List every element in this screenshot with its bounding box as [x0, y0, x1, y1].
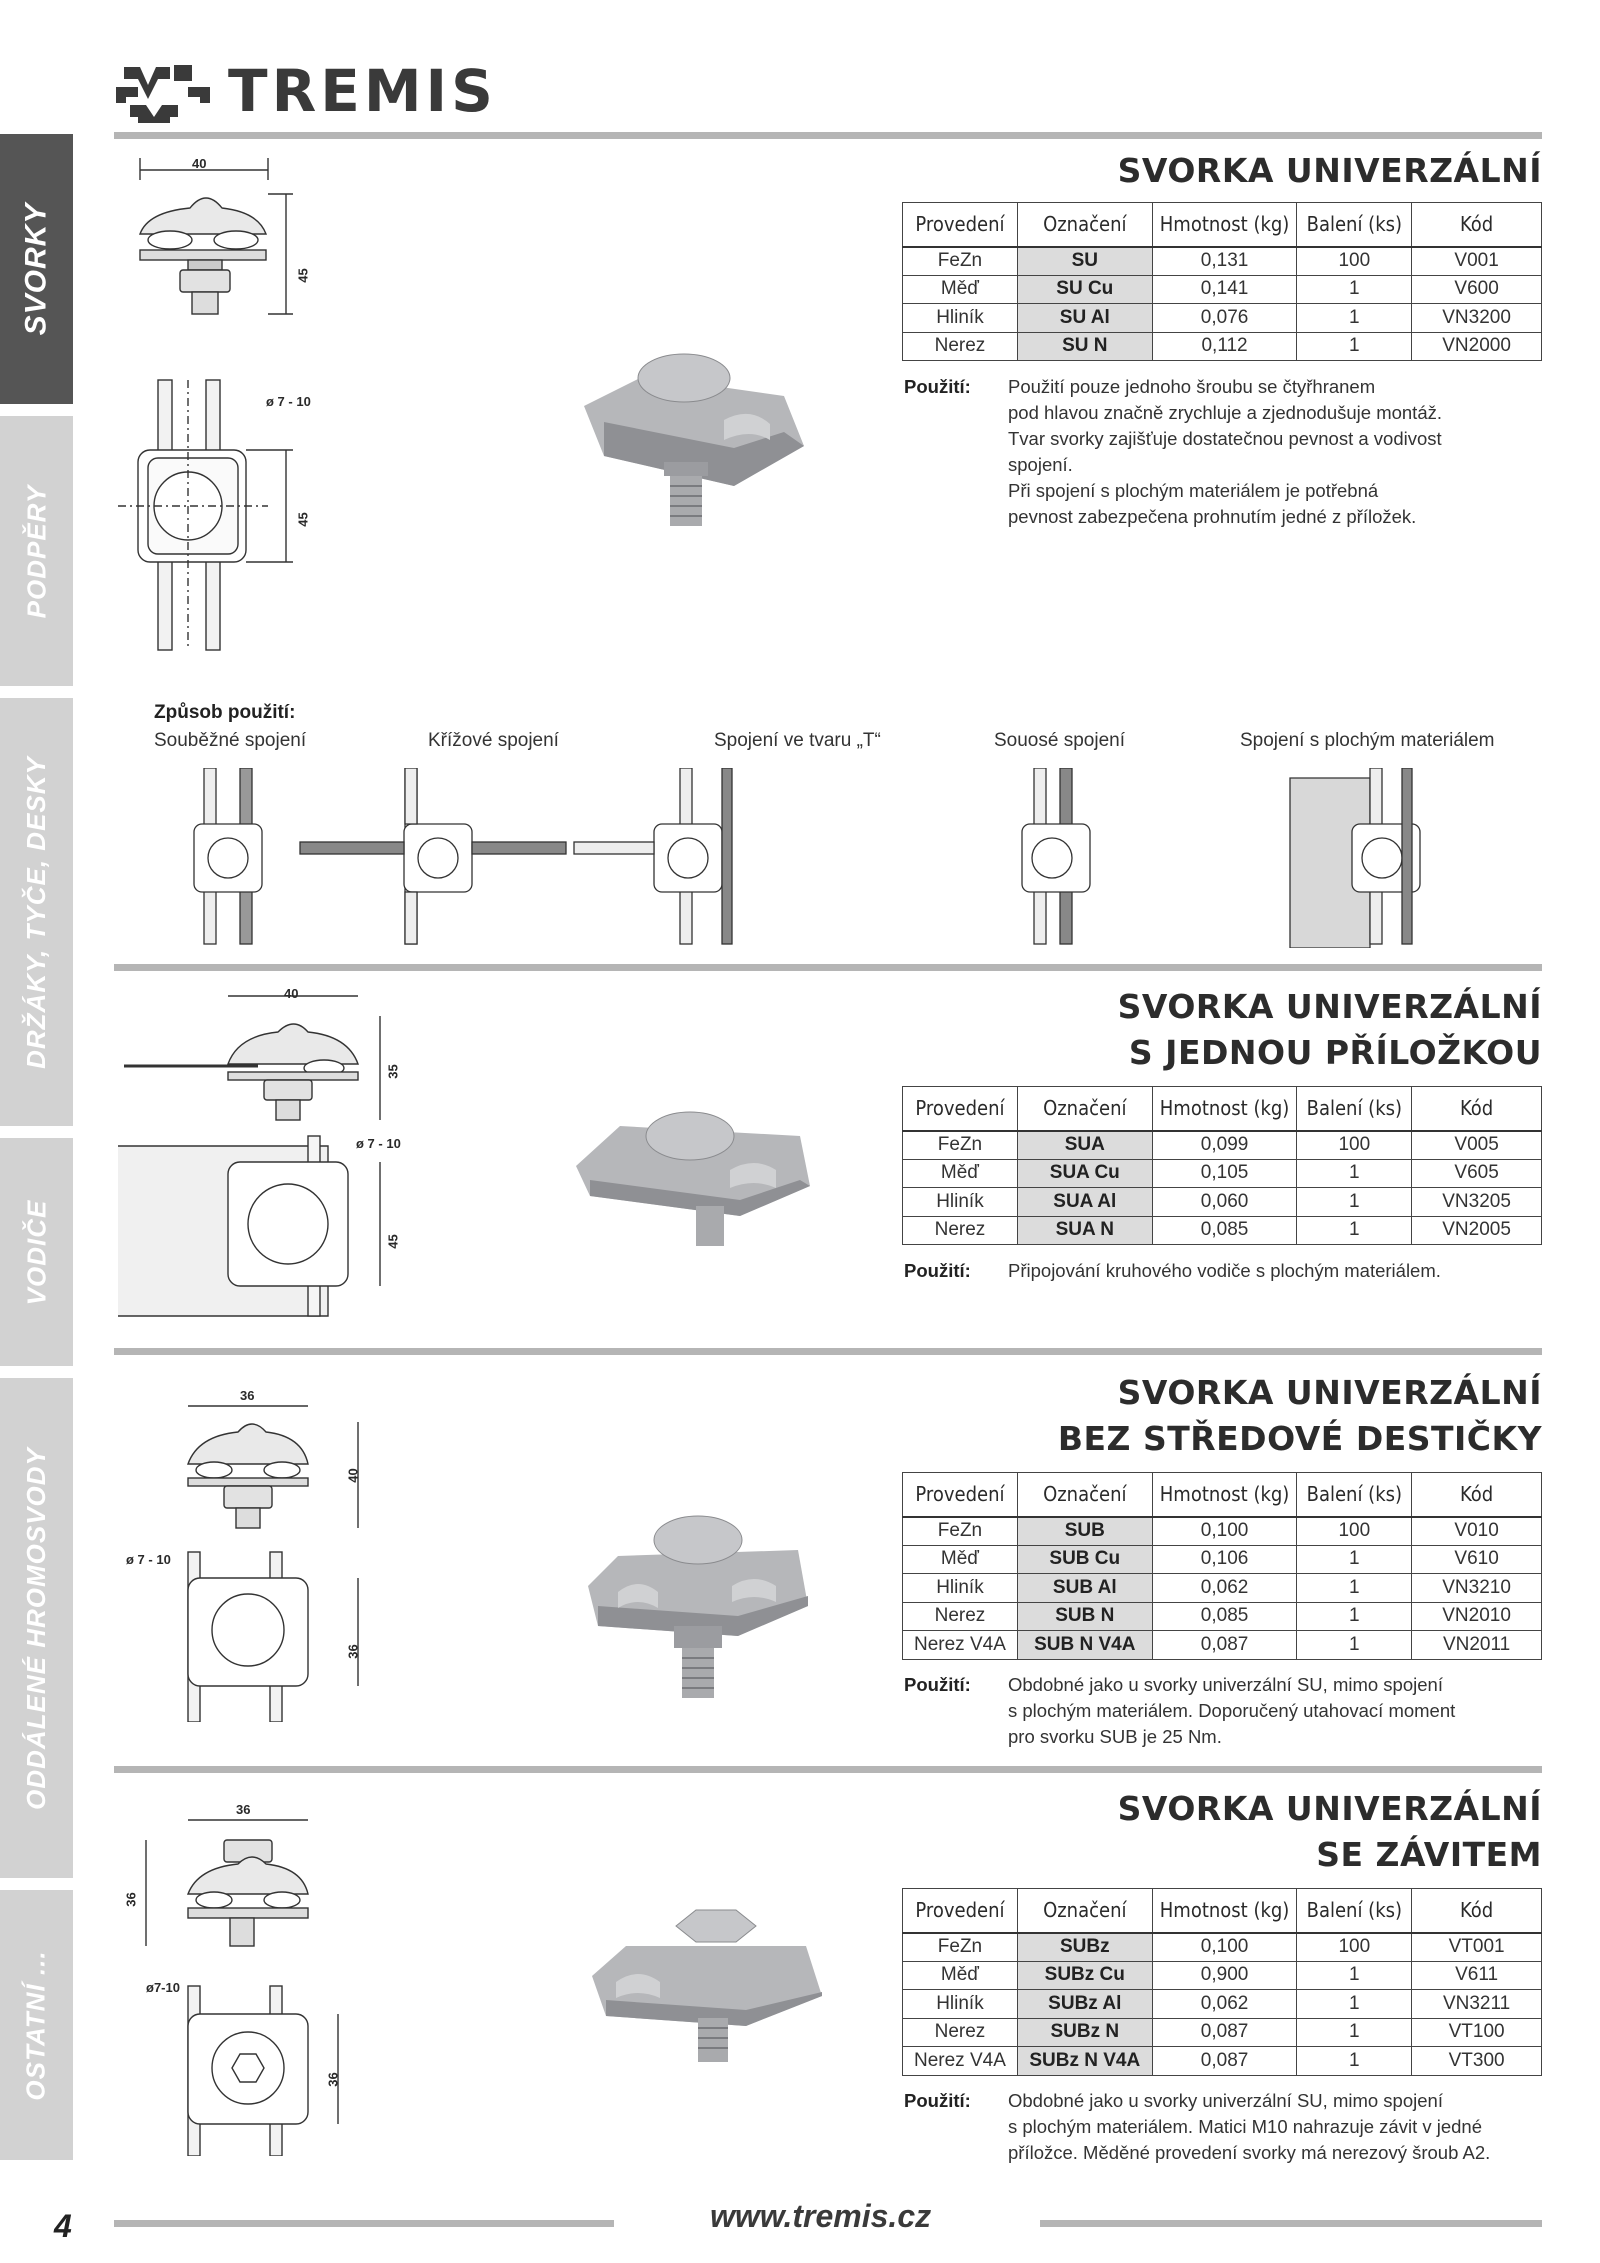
cell-hmotnost: 0,076	[1152, 304, 1297, 333]
cell-baleni: 1	[1297, 1602, 1412, 1631]
table-header-row	[903, 1087, 1542, 1131]
table-row	[903, 1545, 1542, 1574]
section-1-usage	[904, 374, 1544, 530]
cell-kod: V010	[1412, 1517, 1542, 1546]
cell-provedeni: Hliník	[903, 1990, 1018, 2019]
cell-baleni: 1	[1297, 1545, 1412, 1574]
side-tab-label: OSTATNÍ ...	[21, 1949, 52, 2101]
section-2-technical-drawing	[118, 986, 448, 1326]
section-1-title	[1118, 148, 1542, 194]
section-title-line: SVORKA UNIVERZÁLNÍ	[1117, 1789, 1542, 1828]
cell-provedeni: Měď	[903, 1545, 1018, 1574]
table-row	[903, 1188, 1542, 1217]
method-t-label: Spojení ve tvaru „T“	[714, 730, 881, 751]
cell-hmotnost: 0,087	[1152, 2018, 1297, 2047]
method-flat-label: Spojení s plochým materiálem	[1240, 730, 1495, 751]
col-header-provedeni: Provedení	[903, 203, 1018, 247]
cell-baleni: 1	[1297, 332, 1412, 361]
method-parallel-label: Souběžné spojení	[154, 730, 307, 751]
cell-provedeni: Měď	[903, 275, 1018, 304]
footer-rule-left	[114, 2220, 614, 2227]
section-separator	[114, 1348, 1542, 1355]
cell-kod: VN2000	[1412, 332, 1542, 361]
section-1-technical-drawing	[118, 150, 358, 660]
col-header-hmotnost: Hmotnost (kg)	[1152, 1889, 1297, 1933]
dim-bottom-diameter: ø7-10	[146, 1980, 180, 1995]
cell-oznaceni: SUB Cu	[1017, 1545, 1152, 1574]
cell-hmotnost: 0,100	[1152, 1517, 1297, 1546]
cell-oznaceni: SUA N	[1017, 1216, 1152, 1245]
side-tab-podpery[interactable]	[0, 416, 73, 686]
cell-baleni: 100	[1297, 247, 1412, 276]
cell-provedeni: Nerez V4A	[903, 2047, 1018, 2076]
cell-kod: VN2010	[1412, 1602, 1542, 1631]
section-title-line: S JEDNOU PŘÍLOŽKOU	[1128, 1033, 1542, 1072]
cell-oznaceni: SU Cu	[1017, 275, 1152, 304]
table-row	[903, 2018, 1542, 2047]
cell-provedeni: FeZn	[903, 1517, 1018, 1546]
tremis-logo-icon	[114, 59, 212, 123]
section-4-usage	[904, 2088, 1544, 2166]
cell-hmotnost: 0,106	[1152, 1545, 1297, 1574]
cell-provedeni: Nerez	[903, 332, 1018, 361]
section-3-usage	[904, 1672, 1544, 1750]
cell-kod: VT001	[1412, 1933, 1542, 1962]
brand-name: TREMIS	[228, 57, 497, 125]
footer-rule-right	[1040, 2220, 1542, 2227]
cell-kod: VN2005	[1412, 1216, 1542, 1245]
section-1-spec-table	[902, 202, 1542, 361]
table-header-row	[903, 203, 1542, 247]
cell-baleni: 1	[1297, 1159, 1412, 1188]
cell-oznaceni: SU Al	[1017, 304, 1152, 333]
side-tab-label: SVORKY	[19, 202, 53, 336]
footer-url-link[interactable]: www.tremis.cz	[710, 2198, 932, 2234]
cell-hmotnost: 0,085	[1152, 1602, 1297, 1631]
cell-kod: V600	[1412, 275, 1542, 304]
cell-baleni: 1	[1297, 1961, 1412, 1990]
cell-oznaceni: SUBz N	[1017, 2018, 1152, 2047]
cell-provedeni: FeZn	[903, 247, 1018, 276]
dim-top-height: 35	[385, 1064, 401, 1079]
col-header-oznaceni: Označení	[1017, 1473, 1152, 1517]
table-row	[903, 1631, 1542, 1660]
col-header-hmotnost: Hmotnost (kg)	[1152, 1087, 1297, 1131]
table-row	[903, 1574, 1542, 1603]
section-3-title	[1058, 1370, 1542, 1462]
cell-kod: VN3210	[1412, 1574, 1542, 1603]
cell-baleni: 1	[1297, 2047, 1412, 2076]
section-4-spec-table	[902, 1888, 1542, 2076]
cell-hmotnost: 0,060	[1152, 1188, 1297, 1217]
table-row	[903, 1933, 1542, 1962]
cell-provedeni: FeZn	[903, 1933, 1018, 1962]
side-tab-label: PODPĚRY	[21, 484, 51, 618]
usage-text: Použití pouze jednoho šroubu se čtyřhranem pod hlavou značně zrychluje a zjednodušuje montáž. Tvar svorky zajišťuje dostatečnou pevnost a vodivost spojení. Při spojení s plochým materiálem je potřebná pevnost zabezpečena prohnutím jedné z příložek.	[1008, 376, 1443, 527]
dim-bottom-height: 36	[345, 1644, 361, 1659]
dim-bottom-height: 45	[295, 512, 311, 527]
cell-baleni: 1	[1297, 304, 1412, 333]
dim-top-width: 40	[284, 986, 299, 1001]
col-header-oznaceni: Označení	[1017, 1087, 1152, 1131]
cell-kod: VT100	[1412, 2018, 1542, 2047]
dim-top-height: 40	[345, 1468, 361, 1483]
cell-hmotnost: 0,112	[1152, 332, 1297, 361]
col-header-hmotnost: Hmotnost (kg)	[1152, 203, 1297, 247]
section-separator	[114, 1766, 1542, 1773]
cell-kod: VN3200	[1412, 304, 1542, 333]
cell-hmotnost: 0,062	[1152, 1574, 1297, 1603]
section-title-line: BEZ STŘEDOVÉ DESTIČKY	[1057, 1419, 1542, 1458]
section-title-line: SVORKA UNIVERZÁLNÍ	[1117, 987, 1542, 1026]
cell-oznaceni: SUA Al	[1017, 1188, 1152, 1217]
cell-hmotnost: 0,062	[1152, 1990, 1297, 2019]
cell-oznaceni: SUBz Cu	[1017, 1961, 1152, 1990]
usage-label: Použití:	[904, 376, 971, 397]
section-separator	[114, 964, 1542, 971]
dim-top-width: 36	[240, 1388, 255, 1403]
dim-top-width: 40	[192, 156, 207, 171]
table-row	[903, 332, 1542, 361]
table-row	[903, 1131, 1542, 1160]
side-tab-label: DRŽÁKY, TYČE, DESKY	[21, 755, 52, 1069]
cell-kod: V611	[1412, 1961, 1542, 1990]
section-4-product-photo	[586, 1896, 836, 2076]
section-1-product-photo	[574, 336, 834, 536]
section-2-spec-table	[902, 1086, 1542, 1245]
method-coaxial-label: Souosé spojení	[994, 730, 1125, 751]
cell-hmotnost: 0,141	[1152, 275, 1297, 304]
side-tab-ostatni[interactable]	[0, 1890, 73, 2160]
cell-baleni: 1	[1297, 1574, 1412, 1603]
section-2-product-photo	[570, 1096, 830, 1256]
table-row	[903, 1517, 1542, 1546]
cell-provedeni: Nerez V4A	[903, 1631, 1018, 1660]
col-header-hmotnost: Hmotnost (kg)	[1152, 1473, 1297, 1517]
cell-baleni: 1	[1297, 1990, 1412, 2019]
cell-kod: VT300	[1412, 2047, 1542, 2076]
cell-oznaceni: SUB Al	[1017, 1574, 1152, 1603]
section-title-line: SE ZÁVITEM	[1316, 1835, 1542, 1874]
col-header-provedeni: Provedení	[903, 1473, 1018, 1517]
section-4-title	[1118, 1786, 1542, 1878]
header-rule	[114, 132, 1542, 139]
cell-provedeni: Hliník	[903, 304, 1018, 333]
table-row	[903, 275, 1542, 304]
cell-baleni: 1	[1297, 275, 1412, 304]
side-tab-vodice[interactable]	[0, 1138, 73, 1366]
cell-kod: V610	[1412, 1545, 1542, 1574]
cell-hmotnost: 0,087	[1152, 1631, 1297, 1660]
dim-bottom-diameter: ø 7 - 10	[266, 394, 311, 409]
cell-oznaceni: SUBz Al	[1017, 1990, 1152, 2019]
cell-provedeni: Nerez	[903, 1216, 1018, 1245]
dim-bottom-diameter: ø 7 - 10	[356, 1136, 401, 1151]
usage-methods-illustrations	[180, 768, 1510, 948]
cell-provedeni: Nerez	[903, 1602, 1018, 1631]
cell-kod: V001	[1412, 247, 1542, 276]
cell-provedeni: Hliník	[903, 1574, 1018, 1603]
cell-baleni: 1	[1297, 1631, 1412, 1660]
col-header-baleni: Balení (ks)	[1297, 1087, 1412, 1131]
section-title-line: SVORKA UNIVERZÁLNÍ	[1117, 151, 1542, 190]
col-header-provedeni: Provedení	[903, 1889, 1018, 1933]
section-2-title	[1118, 984, 1542, 1076]
cell-kod: VN3211	[1412, 1990, 1542, 2019]
cell-oznaceni: SUA Cu	[1017, 1159, 1152, 1188]
cell-hmotnost: 0,099	[1152, 1131, 1297, 1160]
table-row	[903, 2047, 1542, 2076]
col-header-provedeni: Provedení	[903, 1087, 1018, 1131]
dim-top-width: 36	[236, 1802, 251, 1817]
cell-kod: VN2011	[1412, 1631, 1542, 1660]
cell-baleni: 100	[1297, 1517, 1412, 1546]
col-header-kod: Kód	[1412, 203, 1542, 247]
col-header-baleni: Balení (ks)	[1297, 1473, 1412, 1517]
cell-hmotnost: 0,105	[1152, 1159, 1297, 1188]
cell-kod: VN3205	[1412, 1188, 1542, 1217]
cell-hmotnost: 0,085	[1152, 1216, 1297, 1245]
col-header-kod: Kód	[1412, 1889, 1542, 1933]
cell-baleni: 1	[1297, 1188, 1412, 1217]
side-tab-label: VODIČE	[21, 1199, 51, 1305]
table-header-row	[903, 1473, 1542, 1517]
usage-label: Použití:	[904, 2090, 971, 2111]
cell-oznaceni: SUB N	[1017, 1602, 1152, 1631]
cell-hmotnost: 0,131	[1152, 247, 1297, 276]
cell-kod: V005	[1412, 1131, 1542, 1160]
section-3-spec-table	[902, 1472, 1542, 1660]
table-row	[903, 304, 1542, 333]
table-row	[903, 1961, 1542, 1990]
side-tab-svorky[interactable]	[0, 134, 73, 404]
usage-text: Připojování kruhového vodiče s plochým materiálem.	[1008, 1260, 1441, 1281]
brand-logo[interactable]	[114, 58, 497, 124]
cell-provedeni: Nerez	[903, 2018, 1018, 2047]
side-tab-label: ODDÁLENÉ HROMOSVODY	[21, 1446, 51, 1810]
side-tab-oddalene-hromosvody[interactable]	[0, 1378, 73, 1878]
cell-hmotnost: 0,100	[1152, 1933, 1297, 1962]
cell-provedeni: Hliník	[903, 1188, 1018, 1217]
dim-bottom-diameter: ø 7 - 10	[126, 1552, 171, 1567]
side-tab-drzaky[interactable]	[0, 698, 73, 1126]
col-header-baleni: Balení (ks)	[1297, 1889, 1412, 1933]
dim-bottom-height: 45	[385, 1234, 401, 1249]
table-row	[903, 247, 1542, 276]
table-row	[903, 1216, 1542, 1245]
usage-label: Použití:	[904, 1260, 971, 1281]
method-parallel-illustration	[194, 768, 262, 944]
cell-oznaceni: SUBz N V4A	[1017, 2047, 1152, 2076]
col-header-kod: Kód	[1412, 1473, 1542, 1517]
dim-bottom-height: 36	[325, 2072, 341, 2087]
cell-baleni: 100	[1297, 1131, 1412, 1160]
cell-kod: V605	[1412, 1159, 1542, 1188]
usage-label: Použití:	[904, 1674, 971, 1695]
page-number: 4	[54, 2208, 72, 2244]
cell-oznaceni: SUA	[1017, 1131, 1152, 1160]
section-3-product-photo	[578, 1496, 828, 1706]
cell-baleni: 1	[1297, 2018, 1412, 2047]
method-cross-label: Křížové spojení	[428, 730, 559, 751]
section-title-line: SVORKA UNIVERZÁLNÍ	[1117, 1373, 1542, 1412]
cell-provedeni: Měď	[903, 1159, 1018, 1188]
table-row	[903, 1990, 1542, 2019]
cell-provedeni: Měď	[903, 1961, 1018, 1990]
cell-oznaceni: SU N	[1017, 332, 1152, 361]
cell-oznaceni: SU	[1017, 247, 1152, 276]
usage-text: Obdobné jako u svorky univerzální SU, mimo spojení s plochým materiálem. Doporučený utahovací moment pro svorku SUB je 25 Nm.	[1008, 1674, 1456, 1747]
col-header-oznaceni: Označení	[1017, 1889, 1152, 1933]
cell-oznaceni: SUB	[1017, 1517, 1152, 1546]
cell-baleni: 100	[1297, 1933, 1412, 1962]
cell-provedeni: FeZn	[903, 1131, 1018, 1160]
table-row	[903, 1159, 1542, 1188]
col-header-oznaceni: Označení	[1017, 203, 1152, 247]
table-header-row	[903, 1889, 1542, 1933]
section-2-usage	[904, 1258, 1544, 1284]
col-header-kod: Kód	[1412, 1087, 1542, 1131]
dim-top-height: 45	[295, 268, 311, 283]
cell-oznaceni: SUBz	[1017, 1933, 1152, 1962]
dim-top-height: 36	[123, 1892, 139, 1907]
table-row	[903, 1602, 1542, 1631]
col-header-baleni: Balení (ks)	[1297, 203, 1412, 247]
cell-hmotnost: 0,087	[1152, 2047, 1297, 2076]
usage-text: Obdobné jako u svorky univerzální SU, mimo spojení s plochým materiálem. Matici M10 nahrazuje závit v jedné příložce. Měděné provedení svorky má nerezový šroub A2.	[1008, 2090, 1491, 2163]
cell-hmotnost: 0,900	[1152, 1961, 1297, 1990]
cell-baleni: 1	[1297, 1216, 1412, 1245]
cell-oznaceni: SUB N V4A	[1017, 1631, 1152, 1660]
usage-methods-label: Způsob použití:	[154, 702, 296, 723]
